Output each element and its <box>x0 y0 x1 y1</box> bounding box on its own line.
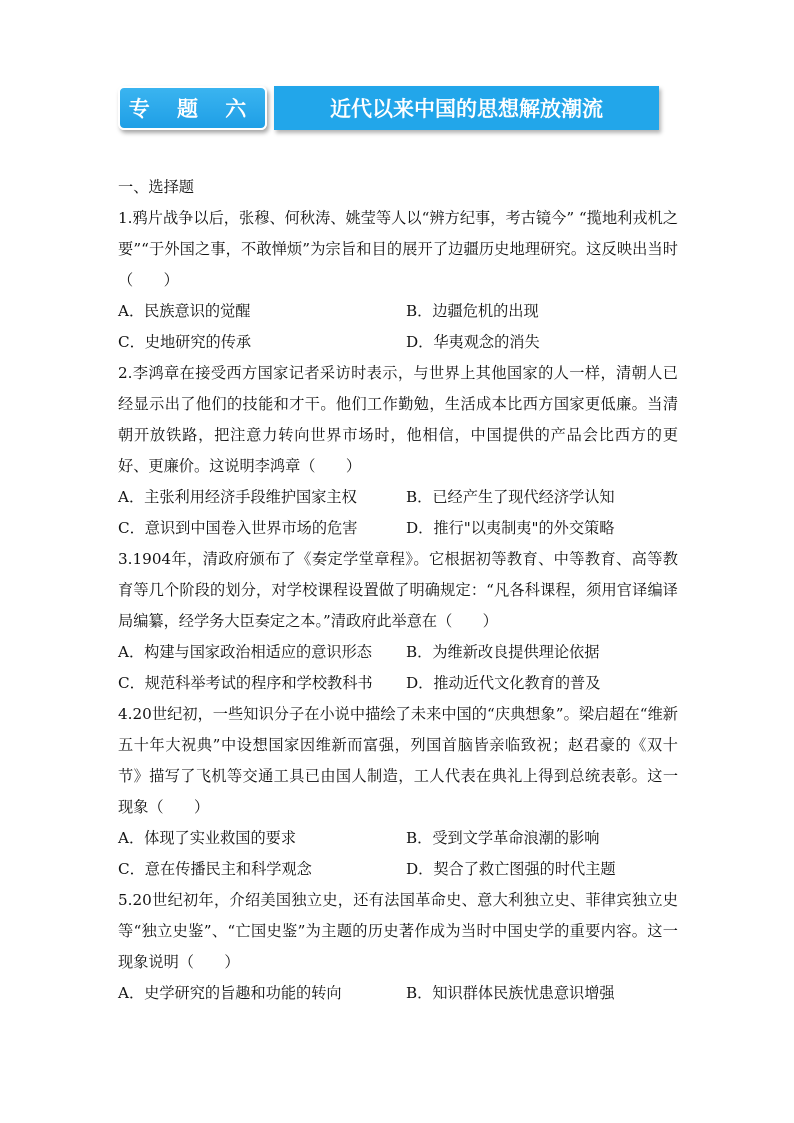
option-d: D．推动近代文化教育的普及 <box>406 674 601 692</box>
option-a: A．主张利用经济手段维护国家主权 <box>118 488 357 506</box>
question-stem: 3.1904年，清政府颁布了《奏定学堂章程》。它根据初等教育、中等教育、高等教育等几个阶段的划分，对学校课程设置做了明确规定：“凡各科课程，须用官译编译局编纂，经学务大臣奏定之本。”清政府此举意在（ ） <box>118 550 678 630</box>
option-row <box>118 482 678 513</box>
question-stem: 1.鸦片战争以后，张穆、何秋涛、姚莹等人以“辨方纪事，考古镜今” “揽地利戎机之要”“于外国之事，不敢惮烦”为宗旨和目的展开了边疆历史地理研究。这反映出当时（ ） <box>118 209 678 289</box>
question-2 <box>118 358 678 544</box>
question-1 <box>118 203 678 358</box>
option-b: B．已经产生了现代经济学认知 <box>406 488 615 506</box>
question-4 <box>118 699 678 885</box>
question-stem: 4.20世纪初，一些知识分子在小说中描绘了未来中国的“庆典想象”。梁启超在“维新五十年大祝典”中设想国家因维新而富强，列国首脑皆亲临致祝；赵君豪的《双十节》描写了飞机等交通工具已由国人制造，工人代表在典礼上得到总统表彰。这一现象（ ） <box>118 705 678 816</box>
option-b: B．为维新改良提供理论依据 <box>406 643 600 661</box>
question-content <box>118 172 678 1009</box>
option-c: C．史地研究的传承 <box>118 333 252 351</box>
option-row <box>118 978 678 1009</box>
question-5 <box>118 885 678 1009</box>
topic-header <box>118 86 663 132</box>
topic-title-banner: 近代以来中国的思想解放潮流 <box>274 86 659 130</box>
option-a: A．民族意识的觉醒 <box>118 302 251 320</box>
option-b: B．受到文学革命浪潮的影响 <box>406 829 600 847</box>
option-d: D．推行"以夷制夷"的外交策略 <box>406 519 615 537</box>
question-stem: 2.李鸿章在接受西方国家记者采访时表示，与世界上其他国家的人一样，清朝人已经显示出了他们的技能和才干。他们工作勤勉，生活成本比西方国家更低廉。当清朝开放铁路，把注意力转向世界市场时，他相信，中国提供的产品会比西方的更好、更廉价。这说明李鸿章（ ） <box>118 364 678 475</box>
option-b: B．边疆危机的出现 <box>406 302 539 320</box>
option-a: A．体现了实业救国的要求 <box>118 829 297 847</box>
option-c: C．规范科举考试的程序和学校教科书 <box>118 674 373 692</box>
option-d: D．契合了救亡图强的时代主题 <box>406 860 616 878</box>
option-row <box>118 296 678 327</box>
option-d: D．华夷观念的消失 <box>406 333 540 351</box>
question-stem: 5.20世纪初年，介绍美国独立史，还有法国革命史、意大利独立史、菲律宾独立史等“独立史鉴”、“亡国史鉴”为主题的历史著作成为当时中国史学的重要内容。这一现象说明（ ） <box>118 891 678 971</box>
option-row <box>118 637 678 668</box>
option-c: C．意识到中国卷入世界市场的危害 <box>118 519 358 537</box>
option-row <box>118 327 678 358</box>
option-a: A．构建与国家政治相适应的意识形态 <box>118 643 372 661</box>
option-row <box>118 823 678 854</box>
option-row <box>118 854 678 885</box>
section-title: 一、选择题 <box>118 178 194 196</box>
option-b: B．知识群体民族忧患意识增强 <box>406 984 615 1002</box>
option-a: A．史学研究的旨趣和功能的转向 <box>118 984 342 1002</box>
topic-number-tag: 专 题 六 <box>118 86 267 130</box>
question-3 <box>118 544 678 699</box>
option-row <box>118 668 678 699</box>
option-row <box>118 513 678 544</box>
option-c: C．意在传播民主和科学观念 <box>118 860 312 878</box>
